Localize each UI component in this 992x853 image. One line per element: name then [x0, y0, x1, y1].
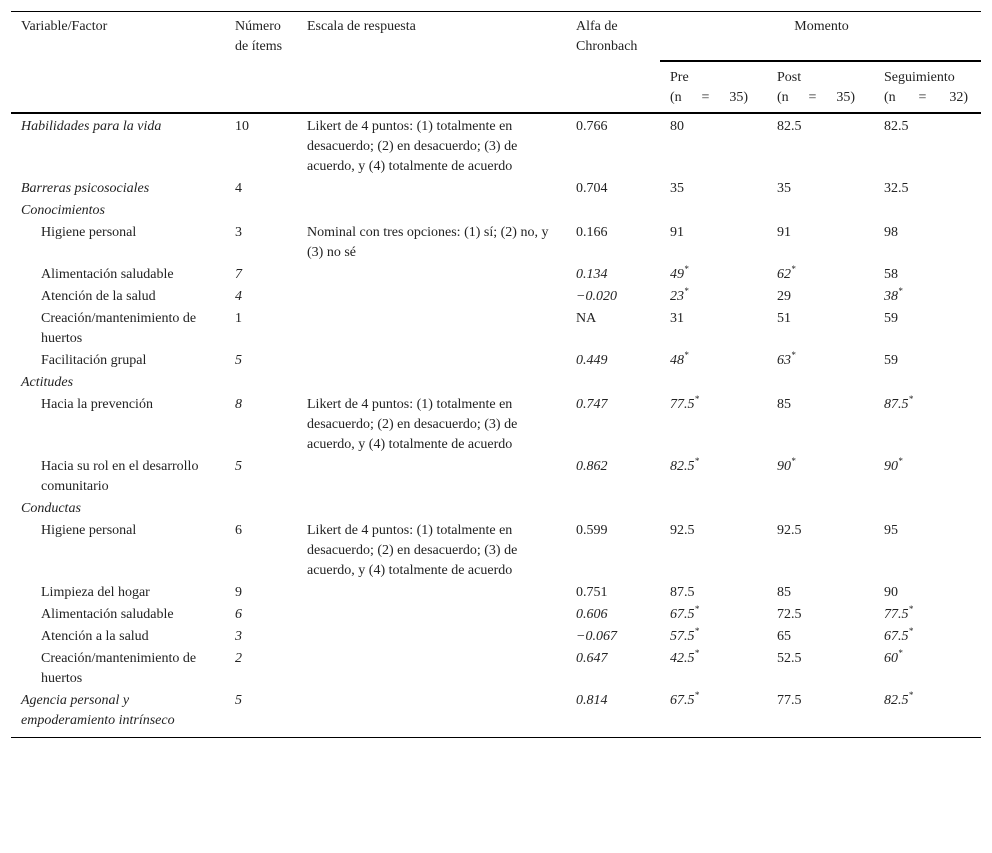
table-row: [11, 286, 981, 308]
follow-cell: [874, 264, 981, 286]
post-cell-value: 90: [777, 459, 791, 474]
follow-cell-value: 90: [884, 459, 898, 474]
post-cell-value: 85: [777, 397, 791, 412]
pre-cell-value: 67.5: [670, 607, 695, 622]
alpha-cell: [566, 394, 660, 456]
post-cell-value: 91: [777, 225, 791, 240]
pre-cell-value: 42.5: [670, 651, 695, 666]
follow-cell-value: 32.5: [884, 181, 909, 196]
pre-cell-value: 67.5: [670, 693, 695, 708]
follow-cell: [874, 178, 981, 200]
pre-cell-value: 77.5: [670, 397, 695, 412]
follow-cell: [874, 690, 981, 738]
pre-cell: [660, 222, 767, 264]
significance-mark: *: [908, 626, 913, 636]
header-post-n-val: 35): [836, 90, 855, 105]
table-row: [11, 456, 981, 498]
pre-cell: [660, 113, 767, 178]
items-cell-value: 7: [235, 267, 242, 282]
follow-cell: [874, 394, 981, 456]
empty-cell: [767, 498, 874, 520]
empty-cell: [660, 200, 767, 222]
pre-cell: [660, 582, 767, 604]
empty-cell: [874, 372, 981, 394]
significance-mark: *: [898, 456, 903, 466]
items-cell: [225, 456, 297, 498]
pre-cell-value: 35: [670, 181, 684, 196]
header-pre-label: Pre: [670, 70, 689, 85]
pre-cell-value: 91: [670, 225, 684, 240]
empty-cell: [566, 372, 660, 394]
post-cell-value: 92.5: [777, 523, 802, 538]
alpha-cell-value: NA: [576, 311, 597, 326]
empty-cell: [297, 372, 566, 394]
empty-cell: [660, 498, 767, 520]
scale-cell: [297, 626, 566, 648]
items-cell-value: 5: [235, 693, 242, 708]
follow-cell-value: 59: [884, 353, 898, 368]
items-cell: [225, 350, 297, 372]
post-cell-value: 72.5: [777, 607, 802, 622]
row-label: Facilitación grupal: [41, 353, 147, 368]
header-follow: [874, 61, 981, 113]
post-cell: [767, 286, 874, 308]
table-row: [11, 264, 981, 286]
post-cell: [767, 113, 874, 178]
items-cell: [225, 178, 297, 200]
post-cell-value: 63: [777, 353, 791, 368]
significance-mark: *: [694, 690, 699, 700]
empty-cell: [297, 200, 566, 222]
follow-cell-value: 87.5: [884, 397, 909, 412]
alpha-cell-value: −0.067: [576, 629, 617, 644]
pre-cell: [660, 264, 767, 286]
post-cell-value: 85: [777, 585, 791, 600]
alpha-cell-value: 0.134: [576, 267, 608, 282]
pre-cell: [660, 456, 767, 498]
follow-cell-value: 58: [884, 267, 898, 282]
follow-cell-value: 90: [884, 585, 898, 600]
empty-cell: [225, 200, 297, 222]
post-cell: [767, 350, 874, 372]
scale-cell: [297, 308, 566, 350]
empty-cell: [566, 498, 660, 520]
follow-cell-value: 95: [884, 523, 898, 538]
items-cell: [225, 113, 297, 178]
empty-cell: [225, 372, 297, 394]
table-row: [11, 690, 981, 738]
table-row: [11, 113, 981, 178]
pre-cell-value: 49: [670, 267, 684, 282]
pre-cell-value: 80: [670, 119, 684, 134]
alpha-cell-value: −0.020: [576, 289, 617, 304]
pre-cell: [660, 350, 767, 372]
follow-cell: [874, 113, 981, 178]
items-cell: [225, 286, 297, 308]
scale-cell-value: Nominal con tres opciones: (1) sí; (2) no, y (3) no sé: [307, 225, 549, 260]
follow-cell-value: 38: [884, 289, 898, 304]
empty-cell: [660, 372, 767, 394]
items-cell: [225, 222, 297, 264]
post-cell-value: 29: [777, 289, 791, 304]
items-cell-value: 6: [235, 523, 242, 538]
post-cell: [767, 222, 874, 264]
scale-cell: [297, 394, 566, 456]
alpha-cell-value: 0.449: [576, 353, 608, 368]
follow-cell-value: 77.5: [884, 607, 909, 622]
items-cell: [225, 264, 297, 286]
table-row: [11, 604, 981, 626]
pre-cell-value: 92.5: [670, 523, 695, 538]
significance-mark: *: [791, 456, 796, 466]
follow-cell: [874, 286, 981, 308]
items-cell: [225, 604, 297, 626]
follow-cell: [874, 520, 981, 582]
table-row: [11, 178, 981, 200]
table-row: [11, 582, 981, 604]
scale-cell-value: Likert de 4 puntos: (1) totalmente en desacuerdo; (2) en desacuerdo; (3) de acuerdo, y (4) totalmente de acuerdo: [307, 397, 518, 452]
header-items: Número de ítems: [225, 12, 297, 114]
scale-cell: [297, 286, 566, 308]
significance-mark: *: [908, 394, 913, 404]
items-cell-value: 8: [235, 397, 242, 412]
post-cell-value: 51: [777, 311, 791, 326]
items-cell-value: 5: [235, 353, 242, 368]
table-row: [11, 520, 981, 582]
header-post-label: Post: [777, 70, 802, 85]
post-cell-value: 52.5: [777, 651, 802, 666]
follow-cell: [874, 582, 981, 604]
significance-mark: *: [684, 264, 689, 274]
row-label: Atención a la salud: [41, 629, 149, 644]
pre-cell-value: 87.5: [670, 585, 695, 600]
items-cell: [225, 648, 297, 690]
alpha-cell: [566, 264, 660, 286]
alpha-cell-value: 0.814: [576, 693, 608, 708]
follow-cell: [874, 222, 981, 264]
pre-cell-value: 48: [670, 353, 684, 368]
row-label: Habilidades para la vida: [21, 119, 162, 134]
alpha-cell: [566, 308, 660, 350]
scale-cell: [297, 178, 566, 200]
alpha-cell: [566, 222, 660, 264]
row-label: Conductas: [21, 501, 81, 516]
items-cell-value: 4: [235, 181, 242, 196]
post-cell: [767, 648, 874, 690]
items-cell: [225, 690, 297, 738]
significance-mark: *: [694, 648, 699, 658]
header-follow-n-val: 32): [949, 90, 968, 105]
pre-cell-value: 82.5: [670, 459, 695, 474]
post-cell-value: 77.5: [777, 693, 802, 708]
items-cell: [225, 582, 297, 604]
post-cell-value: 82.5: [777, 119, 802, 134]
alpha-cell-value: 0.862: [576, 459, 608, 474]
items-cell: [225, 626, 297, 648]
table-row: [11, 308, 981, 350]
alpha-cell: [566, 520, 660, 582]
row-label: Actitudes: [21, 375, 74, 390]
header-post: [767, 61, 874, 113]
table-row: [11, 648, 981, 690]
significance-mark: *: [898, 286, 903, 296]
header-alpha: Alfa de Chronbach: [566, 12, 660, 114]
scale-cell: [297, 520, 566, 582]
row-label: Alimentación saludable: [41, 607, 174, 622]
table-row: [11, 222, 981, 264]
row-label: Conocimientos: [21, 203, 105, 218]
scale-cell: [297, 582, 566, 604]
results-table-body: [11, 113, 981, 738]
significance-mark: *: [791, 264, 796, 274]
empty-cell: [874, 200, 981, 222]
items-cell: [225, 308, 297, 350]
post-cell: [767, 582, 874, 604]
scale-cell-value: Likert de 4 puntos: (1) totalmente en desacuerdo; (2) en desacuerdo; (3) de acuerdo, y (4) totalmente de acuerdo: [307, 119, 518, 174]
pre-cell: [660, 690, 767, 738]
row-label: Barreras psicosociales: [21, 181, 150, 196]
row-label: Alimentación saludable: [41, 267, 174, 282]
empty-cell: [566, 200, 660, 222]
significance-mark: *: [694, 626, 699, 636]
pre-cell: [660, 604, 767, 626]
items-cell-value: 5: [235, 459, 242, 474]
significance-mark: *: [694, 604, 699, 614]
table-row: [11, 372, 981, 394]
empty-cell: [767, 200, 874, 222]
row-label: Creación/mantenimiento de huertos: [41, 651, 197, 686]
pre-cell: [660, 394, 767, 456]
alpha-cell: [566, 350, 660, 372]
alpha-cell: [566, 456, 660, 498]
alpha-cell-value: 0.704: [576, 181, 608, 196]
significance-mark: *: [694, 394, 699, 404]
follow-cell-value: 59: [884, 311, 898, 326]
results-table: [11, 11, 981, 738]
scale-cell: [297, 113, 566, 178]
follow-cell: [874, 648, 981, 690]
post-cell-value: 35: [777, 181, 791, 196]
items-cell-value: 6: [235, 607, 242, 622]
table-row: [11, 626, 981, 648]
items-cell: [225, 520, 297, 582]
alpha-cell: [566, 113, 660, 178]
post-cell: [767, 604, 874, 626]
items-cell-value: 3: [235, 225, 242, 240]
pre-cell-value: 31: [670, 311, 684, 326]
significance-mark: *: [684, 350, 689, 360]
pre-cell: [660, 308, 767, 350]
items-cell-value: 2: [235, 651, 242, 666]
row-label: Hacia su rol en el desarrollo comunitario: [41, 459, 199, 494]
post-cell-value: 62: [777, 267, 791, 282]
header-variable: Variable/Factor: [11, 12, 225, 114]
header-follow-n-eq: =: [918, 90, 927, 105]
follow-cell-value: 82.5: [884, 693, 909, 708]
items-cell-value: 9: [235, 585, 242, 600]
alpha-cell: [566, 604, 660, 626]
post-cell: [767, 308, 874, 350]
empty-cell: [767, 372, 874, 394]
pre-cell-value: 23: [670, 289, 684, 304]
empty-cell: [297, 498, 566, 520]
pre-cell-value: 57.5: [670, 629, 695, 644]
table-row: [11, 498, 981, 520]
scale-cell: [297, 456, 566, 498]
pre-cell: [660, 520, 767, 582]
follow-cell-value: 67.5: [884, 629, 909, 644]
alpha-cell-value: 0.599: [576, 523, 608, 538]
header-pre-n: [670, 88, 748, 108]
items-cell-value: 4: [235, 289, 242, 304]
follow-cell: [874, 308, 981, 350]
header-post-n-eq: =: [808, 90, 817, 105]
header-moment: Momento: [660, 12, 981, 62]
header-scale: Escala de respuesta: [297, 12, 566, 114]
empty-cell: [225, 498, 297, 520]
table-row: [11, 200, 981, 222]
post-cell: [767, 394, 874, 456]
scale-cell: [297, 264, 566, 286]
scale-cell: [297, 690, 566, 738]
follow-cell-value: 82.5: [884, 119, 909, 134]
header-follow-label: Seguimiento: [884, 70, 955, 85]
scale-cell: [297, 350, 566, 372]
alpha-cell: [566, 178, 660, 200]
scale-cell-value: Likert de 4 puntos: (1) totalmente en desacuerdo; (2) en desacuerdo; (3) de acuerdo, y (4) totalmente de acuerdo: [307, 523, 518, 578]
header-post-n-open: (n: [777, 90, 789, 105]
header-follow-n: [884, 88, 968, 108]
header-pre-n-eq: =: [701, 90, 710, 105]
follow-cell: [874, 604, 981, 626]
scale-cell: [297, 648, 566, 690]
significance-mark: *: [908, 690, 913, 700]
row-label: Higiene personal: [41, 523, 137, 538]
row-label: Higiene personal: [41, 225, 137, 240]
header-pre-n-open: (n: [670, 90, 682, 105]
row-label: Hacia la prevención: [41, 397, 153, 412]
alpha-cell: [566, 626, 660, 648]
results-table-container: [11, 11, 981, 738]
row-label: Creación/mantenimiento de huertos: [41, 311, 197, 346]
items-cell-value: 10: [235, 119, 249, 134]
pre-cell: [660, 178, 767, 200]
row-label: Limpieza del hogar: [41, 585, 150, 600]
items-cell-value: 3: [235, 629, 242, 644]
empty-cell: [874, 498, 981, 520]
follow-cell: [874, 350, 981, 372]
follow-cell: [874, 456, 981, 498]
significance-mark: *: [694, 456, 699, 466]
row-label: Agencia personal y empoderamiento intrínseco: [21, 693, 175, 728]
significance-mark: *: [908, 604, 913, 614]
alpha-cell-value: 0.606: [576, 607, 608, 622]
pre-cell: [660, 648, 767, 690]
significance-mark: *: [684, 286, 689, 296]
post-cell: [767, 456, 874, 498]
alpha-cell-value: 0.647: [576, 651, 608, 666]
scale-cell: [297, 222, 566, 264]
alpha-cell-value: 0.166: [576, 225, 608, 240]
scale-cell: [297, 604, 566, 626]
post-cell: [767, 178, 874, 200]
items-cell: [225, 394, 297, 456]
post-cell: [767, 626, 874, 648]
alpha-cell-value: 0.751: [576, 585, 608, 600]
alpha-cell: [566, 690, 660, 738]
post-cell: [767, 520, 874, 582]
header-post-n: [777, 88, 855, 108]
alpha-cell: [566, 648, 660, 690]
pre-cell: [660, 286, 767, 308]
alpha-cell: [566, 286, 660, 308]
alpha-cell-value: 0.766: [576, 119, 608, 134]
follow-cell: [874, 626, 981, 648]
alpha-cell: [566, 582, 660, 604]
header-pre: [660, 61, 767, 113]
alpha-cell-value: 0.747: [576, 397, 608, 412]
row-label: Atención de la salud: [41, 289, 156, 304]
post-cell: [767, 264, 874, 286]
items-cell-value: 1: [235, 311, 242, 326]
header-follow-n-open: (n: [884, 90, 896, 105]
pre-cell: [660, 626, 767, 648]
table-row: [11, 394, 981, 456]
follow-cell-value: 98: [884, 225, 898, 240]
header-pre-n-val: 35): [729, 90, 748, 105]
significance-mark: *: [791, 350, 796, 360]
table-row: [11, 350, 981, 372]
post-cell-value: 65: [777, 629, 791, 644]
follow-cell-value: 60: [884, 651, 898, 666]
significance-mark: *: [898, 648, 903, 658]
post-cell: [767, 690, 874, 738]
